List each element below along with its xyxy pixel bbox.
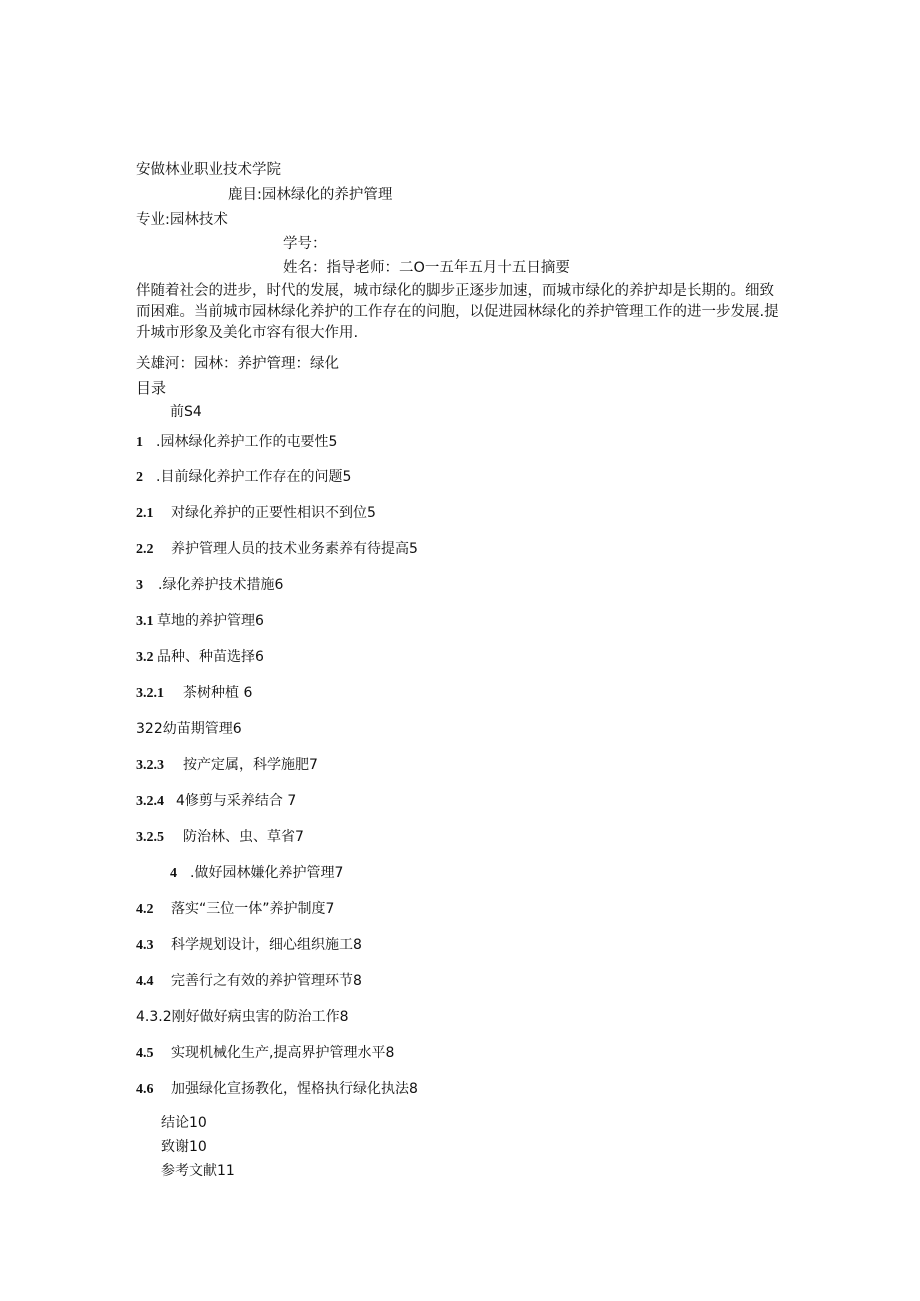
toc-item-3-2-3 [136, 755, 318, 776]
keywords-line: 关雄河：园林：养护管理：绿化 [136, 356, 339, 372]
thesis-title: 鹿目:园林绿化的养护管理 [228, 187, 393, 203]
toc-item-references [161, 1161, 235, 1181]
toc-item-number: 4.3 [136, 938, 154, 953]
toc-item-label: 322幼苗期管理6 [136, 721, 242, 737]
toc-item-2-1 [136, 503, 376, 524]
toc-item-4-5 [136, 1043, 394, 1064]
toc-item-label: 实现机械化生产,提高界护管理水平8 [171, 1045, 395, 1061]
toc-item-4-4 [136, 971, 362, 992]
toc-item-3-2-1 [136, 683, 252, 704]
toc-item-4-3-2 [136, 1007, 349, 1027]
toc-item-label: 养护管理人员的技术业务素养有待提高5 [171, 541, 418, 557]
toc-item-number: 4.4 [136, 974, 154, 989]
school-name: 安做林业职业技术学院 [136, 162, 281, 178]
toc-item-number: 4 [170, 866, 177, 881]
toc-item-label: 对绿化养护的正要性相识不到位5 [171, 505, 376, 521]
toc-item-number: 4.2 [136, 902, 154, 917]
toc-item-4-3 [136, 935, 362, 956]
toc-item-number: 3.2 [136, 650, 154, 665]
toc-item-number: 2 [136, 470, 143, 485]
toc-item-number: 3.2.4 [136, 794, 164, 809]
toc-item-label: .做好园林嫌化养护管理7 [190, 865, 344, 881]
toc-item-label: 科学规划设计，细心组织施工8 [171, 937, 362, 953]
toc-item-label: 参考文献11 [161, 1163, 235, 1179]
toc-item-number: 2.2 [136, 542, 154, 557]
toc-item-number: 4.6 [136, 1082, 154, 1097]
toc-item-label: 4修剪与采养结合 7 [176, 793, 297, 809]
toc-item-label: .园林绿化养护工作的屯要性5 [156, 434, 338, 450]
toc-item-label: 结论10 [161, 1115, 207, 1131]
toc-item-label: 完善行之有效的养护管理环节8 [171, 973, 362, 989]
toc-item-conclusion [161, 1113, 207, 1133]
toc-item-label: 茶树种植 6 [183, 685, 253, 701]
toc-item-number: 3.2.1 [136, 686, 164, 701]
toc-item-number: 3.2.5 [136, 830, 164, 845]
toc-item-2 [136, 467, 351, 488]
toc-item-4-2 [136, 899, 334, 920]
toc-item-number: 2.1 [136, 506, 154, 521]
student-id-line: 学号： [283, 236, 327, 252]
toc-item-preface [170, 402, 202, 422]
toc-item-4-6 [136, 1079, 418, 1100]
toc-item-number: 3 [136, 578, 143, 593]
toc-item-label: 前S4 [170, 404, 202, 420]
toc-item-3-1 [136, 611, 264, 632]
toc-item-1 [136, 432, 337, 453]
toc-item-3-2-4 [136, 791, 296, 812]
toc-item-2-2 [136, 539, 418, 560]
toc-item-3-2-2 [136, 719, 242, 739]
toc-item-acknowledgements [161, 1137, 207, 1157]
toc-item-label: 草地的养护管理6 [157, 613, 264, 629]
toc-item-label: 品种、种苗选择6 [157, 649, 264, 665]
toc-item-label: 致谢10 [161, 1139, 207, 1155]
toc-item-number: 1 [136, 435, 143, 450]
toc-item-4 [170, 863, 343, 884]
name-advisor-date-line: 姓名：指导老师：二O一五年五月十五日摘要 [283, 260, 570, 276]
toc-item-label: 按产定属，科学施肥7 [183, 757, 318, 773]
major-line: 专业:园林技术 [136, 212, 228, 228]
toc-item-label: .目前绿化养护工作存在的问题5 [156, 469, 352, 485]
toc-item-3 [136, 575, 283, 596]
abstract-text: 伴随着社会的进步，时代的发展，城市绿化的脚步正逐步加速，而城市绿化的养护却是长期的。细致而困难。当前城市园林绿化养护的工作存在的问胞，以促进园林绿化的养护管理工作的进一步发展.提升城市形象及美化市容有很大作用. [136, 283, 779, 341]
toc-item-number: 3.2.3 [136, 758, 164, 773]
toc-item-label: 4.3.2刚好做好病虫害的防治工作8 [136, 1009, 349, 1025]
toc-item-number: 4.5 [136, 1046, 154, 1061]
toc-item-3-2-5 [136, 827, 304, 848]
toc-item-label: 落实“三位一体”养护制度7 [171, 901, 335, 917]
toc-item-label: 加强绿化宣扬教化，惺格执行绿化执法8 [171, 1081, 418, 1097]
toc-item-number: 3.1 [136, 614, 154, 629]
toc-heading: 目录 [136, 379, 167, 397]
toc-item-label: 防治林、虫、草省7 [183, 829, 304, 845]
toc-item-3-2 [136, 647, 264, 668]
toc-item-label: .绿化养护技术措施6 [158, 577, 284, 593]
